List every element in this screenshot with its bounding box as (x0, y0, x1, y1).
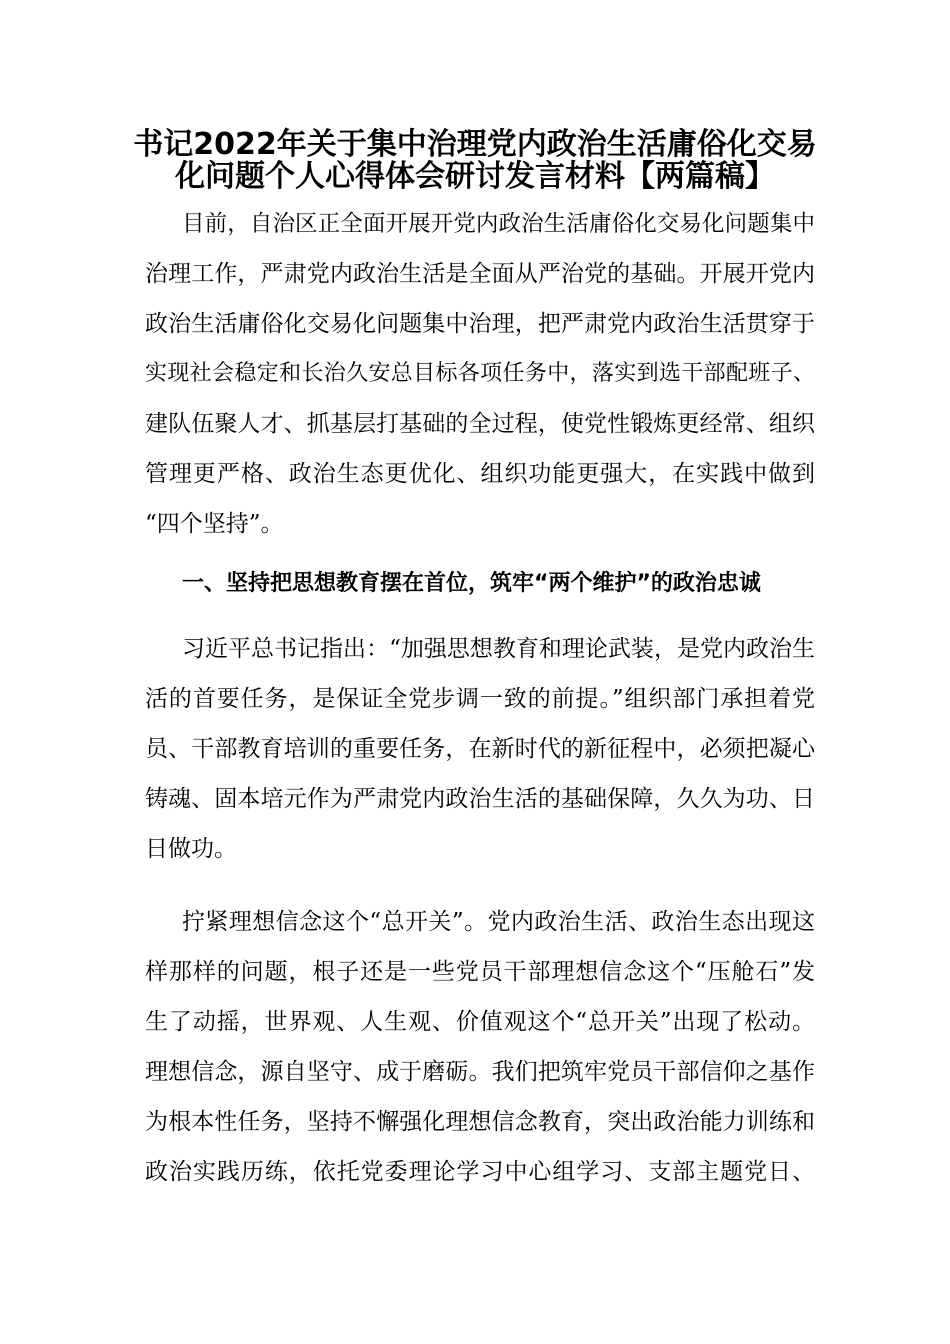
document-title-line-1: 书记2022年关于集中治理党内政治生活庸俗化交易 (133, 127, 817, 162)
intro-line: “四个坚持”。 (145, 511, 284, 537)
intro-line: 建队伍聚人才、抓基层打基础的全过程，使党性锻炼更经常、组织 (145, 411, 815, 437)
intro-line: 目前，自治区正全面开展开党内政治生活庸俗化交易化问题集中 (182, 211, 815, 237)
paragraph-line: 政治实践历练，依托党委理论学习中心组学习、支部主题党日、 (145, 1159, 815, 1185)
paragraph-line: 为根本性任务，坚持不懈强化理想信念教育，突出政治能力训练和 (145, 1109, 815, 1135)
paragraph-line: 日做功。 (145, 836, 237, 862)
intro-line: 实现社会稳定和长治久安总目标各项任务中，落实到选干部配班子、 (145, 361, 815, 386)
paragraph-line: 活的首要任务，是保证全党步调一致的前提。”组织部门承担着党 (145, 686, 815, 712)
paragraph-line: 习近平总书记指出：“加强思想教育和理论武装，是党内政治生 (182, 636, 815, 662)
paragraph-line: 理想信念，源自坚守、成于磨砺。我们把筑牢党员干部信仰之基作 (145, 1059, 815, 1085)
paragraph-line: 生了动摇，世界观、人生观、价值观这个“总开关”出现了松动。 (145, 1009, 815, 1035)
paragraph-line: 拧紧理想信念这个“总开关”。党内政治生活、政治生态出现这 (182, 909, 815, 935)
intro-line: 政治生活庸俗化交易化问题集中治理，把严肃党内政治生活贯穿于 (145, 311, 815, 337)
paragraph-line: 铸魂、固本培元作为严肃党内政治生活的基础保障，久久为功、日 (145, 786, 815, 812)
paragraph-line: 样那样的问题，根子还是一些党员干部理想信念这个“压舱石”发 (145, 959, 815, 985)
paragraph-line: 员、干部教育培训的重要任务，在新时代的新征程中，必须把凝心 (145, 736, 815, 762)
intro-line: 管理更严格、政治生态更优化、组织功能更强大，在实践中做到 (145, 461, 815, 487)
section-heading: 一、坚持把思想教育摆在首位，筑牢“两个维护”的政治忠诚 (182, 571, 761, 596)
document-title-line-2: 化问题个人心得体会研讨发言材料【两篇稿】 (175, 159, 775, 194)
intro-line: 治理工作，严肃党内政治生活是全面从严治党的基础。开展开党内 (145, 261, 815, 287)
